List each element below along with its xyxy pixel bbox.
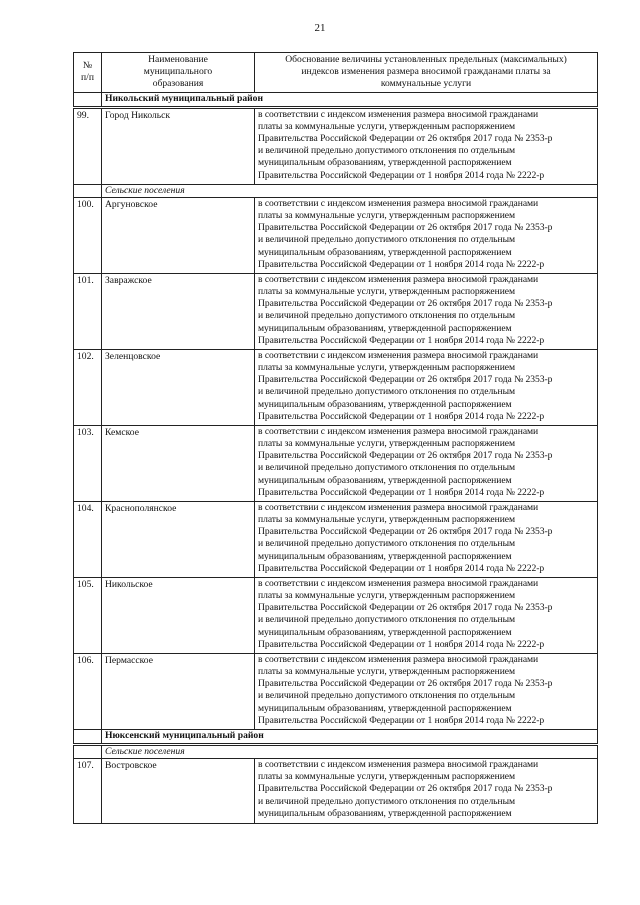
header-name-line: муниципального [143,66,213,78]
basis-line: Правительства Российской Федерации от 26 октября 2017 года № 2353-р [258,374,553,386]
basis-line: Правительства Российской Федерации от 1 ноября 2014 года № 2222-р [258,486,545,498]
header-num [74,53,102,93]
municipality-name: Никольское [102,577,255,653]
basis-line: платы за коммунальные услуги, утвержденным распоряжением [258,210,516,222]
row-number: 103. [74,425,102,501]
header-basis-line: коммунальные услуги [380,78,472,90]
basis-line: Правительства Российской Федерации от 1 ноября 2014 года № 2222-р [258,169,545,181]
header-num-line: п/п [81,72,94,84]
header-name-line: Наименование [148,54,208,65]
row-number: 107. [74,759,102,824]
municipality-name: Зеленцовское [102,349,255,425]
basis-line: Правительства Российской Федерации от 26 октября 2017 года № 2353-р [258,602,553,614]
header-basis-line: индексов изменения размера вносимой гражданами платы за [301,66,551,78]
basis-line: муниципальным образованиям, утвержденной распоряжением [258,626,512,638]
basis-line: муниципальным образованиям, утвержденной распоряжением [258,474,512,486]
basis-line: и величиной предельно допустимого отклонения по отдельным [258,145,516,157]
basis-line: и величиной предельно допустимого отклонения по отдельным [258,234,516,246]
row-basis [255,349,598,425]
basis-line: и величиной предельно допустимого отклонения по отдельным [258,690,516,702]
municipality-name: Краснополянское [102,501,255,577]
row-number: 101. [74,273,102,349]
basis-line: Правительства Российской Федерации от 26 октября 2017 года № 2353-р [258,526,553,538]
basis-line: Правительства Российской Федерации от 26 октября 2017 года № 2353-р [258,678,553,690]
basis-line: платы за коммунальные услуги, утвержденным распоряжением [258,362,516,374]
basis-line: в соответствии с индексом изменения размера вносимой гражданами [258,577,539,589]
table-header-row [74,53,598,93]
basis-line: муниципальным образованиям, утвержденной распоряжением [258,702,512,714]
basis-line: Правительства Российской Федерации от 1 ноября 2014 года № 2222-р [258,714,545,726]
table-body [74,92,598,823]
header-num-line: № [82,60,93,72]
basis-line: Правительства Российской Федерации от 26 октября 2017 года № 2353-р [258,450,553,462]
basis-line: в соответствии с индексом изменения размера вносимой гражданами [258,501,539,513]
basis-line: в соответствии с индексом изменения размера вносимой гражданами [258,273,539,285]
municipality-name: Востровское [102,759,255,824]
municipality-name: Завражское [102,273,255,349]
row-number: 106. [74,653,102,729]
table-row [74,107,598,184]
tariff-basis-table [73,52,598,824]
basis-line: Правительства Российской Федерации от 26 октября 2017 года № 2353-р [258,783,553,795]
basis-line: платы за коммунальные услуги, утвержденным распоряжением [258,438,516,450]
basis-line: платы за коммунальные услуги, утвержденным распоряжением [258,514,516,526]
basis-line: муниципальным образованиям, утвержденной распоряжением [258,807,512,819]
subsection-title-row [74,184,598,197]
basis-line: и величиной предельно допустимого отклонения по отдельным [258,462,516,474]
row-number: 105. [74,577,102,653]
basis-line: муниципальным образованиям, утвержденной распоряжением [258,246,512,258]
row-number: 100. [74,197,102,273]
header-name [102,53,255,93]
district-title: Никольский муниципальный район [102,92,598,107]
basis-line: муниципальным образованиям, утвержденной распоряжением [258,322,512,334]
row-basis [255,501,598,577]
row-basis [255,107,598,184]
row-basis [255,577,598,653]
basis-line: и величиной предельно допустимого отклонения по отдельным [258,310,516,322]
basis-line: в соответствии с индексом изменения размера вносимой гражданами [258,108,539,120]
basis-line: в соответствии с индексом изменения размера вносимой гражданами [258,197,539,209]
basis-line: и величиной предельно допустимого отклонения по отдельным [258,538,516,550]
basis-line: Правительства Российской Федерации от 1 ноября 2014 года № 2222-р [258,258,545,270]
row-basis [255,653,598,729]
row-number: 99. [74,107,102,184]
basis-line: муниципальным образованиям, утвержденной распоряжением [258,550,512,562]
municipality-name: Пермасское [102,653,255,729]
header-basis-line: Обоснование величины установленных предельных (максимальных) [285,54,567,65]
municipality-name: Аргуновское [102,197,255,273]
district-title-row [74,729,598,744]
basis-line: Правительства Российской Федерации от 1 ноября 2014 года № 2222-р [258,638,545,650]
empty-cell [74,744,102,758]
basis-line: платы за коммунальные услуги, утвержденным распоряжением [258,590,516,602]
basis-line: Правительства Российской Федерации от 26 октября 2017 года № 2353-р [258,133,553,145]
basis-line: и величиной предельно допустимого отклонения по отдельным [258,386,516,398]
empty-cell [74,184,102,197]
basis-line: платы за коммунальные услуги, утвержденным распоряжением [258,286,516,298]
row-basis [255,759,598,824]
basis-line: Правительства Российской Федерации от 26 октября 2017 года № 2353-р [258,222,553,234]
district-title-row [74,92,598,107]
empty-cell [74,729,102,744]
municipality-name: Город Никольск [102,107,255,184]
row-basis [255,273,598,349]
header-basis [255,53,598,93]
table-row [74,425,598,501]
basis-line: платы за коммунальные услуги, утвержденным распоряжением [258,666,516,678]
table-row [74,501,598,577]
row-basis [255,425,598,501]
basis-line: Правительства Российской Федерации от 1 ноября 2014 года № 2222-р [258,562,545,574]
subsection-title: Сельские поселения [102,744,598,758]
basis-line: и величиной предельно допустимого отклонения по отдельным [258,795,516,807]
basis-line: в соответствии с индексом изменения размера вносимой гражданами [258,653,539,665]
page-number: 21 [314,22,326,34]
district-title: Нюксенский муниципальный район [102,729,598,744]
table-row [74,273,598,349]
row-basis [255,197,598,273]
basis-line: Правительства Российской Федерации от 1 ноября 2014 года № 2222-р [258,334,545,346]
empty-cell [74,92,102,107]
municipality-name: Кемское [102,425,255,501]
basis-line: Правительства Российской Федерации от 26 октября 2017 года № 2353-р [258,298,553,310]
basis-line: муниципальным образованиям, утвержденной распоряжением [258,157,512,169]
row-number: 104. [74,501,102,577]
basis-line: Правительства Российской Федерации от 1 ноября 2014 года № 2222-р [258,410,545,422]
table-row [74,349,598,425]
row-number: 102. [74,349,102,425]
basis-line: в соответствии с индексом изменения размера вносимой гражданами [258,425,539,437]
basis-line: и величиной предельно допустимого отклонения по отдельным [258,614,516,626]
table-row [74,759,598,824]
table-row [74,577,598,653]
table-row [74,197,598,273]
subsection-title: Сельские поселения [102,184,598,197]
basis-line: муниципальным образованиям, утвержденной распоряжением [258,398,512,410]
header-name-line: образования [152,78,204,90]
basis-line: в соответствии с индексом изменения размера вносимой гражданами [258,349,539,361]
basis-line: платы за коммунальные услуги, утвержденным распоряжением [258,771,516,783]
basis-line: в соответствии с индексом изменения размера вносимой гражданами [258,759,539,771]
basis-line: платы за коммунальные услуги, утвержденным распоряжением [258,120,516,132]
table-row [74,653,598,729]
subsection-title-row [74,744,598,758]
